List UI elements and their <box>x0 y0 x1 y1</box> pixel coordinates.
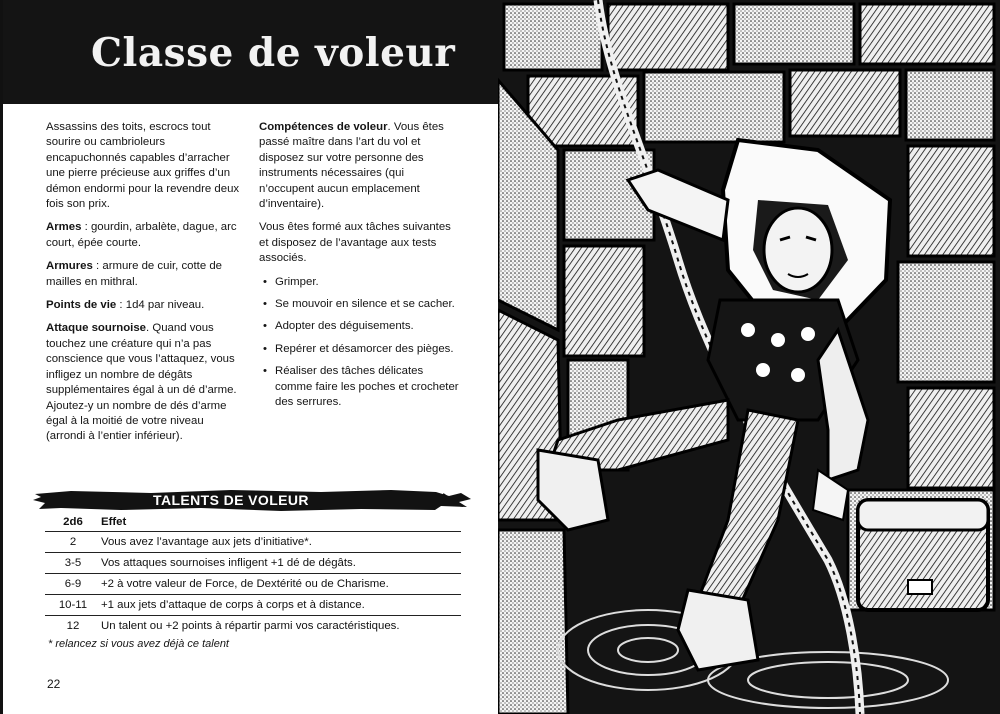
effect-cell: +1 aux jets d’attaque de corps à corps et à distance. <box>101 595 461 616</box>
skill-text: Se mouvoir en silence et se cacher. <box>275 298 455 311</box>
talents-banner-title: TALENTS DE VOLEUR <box>153 492 309 508</box>
weapons-label: Armes <box>46 221 82 234</box>
effect-cell: +2 à votre valeur de Force, de Dextérité ou de Charisme. <box>101 574 461 595</box>
weapons-text: : gourdin, arbalète, dague, arc court, épée courte. <box>46 221 237 249</box>
table-row <box>45 553 461 574</box>
skills-text: . Vous êtes passé maître dans l’art du vol et disposez sur votre personne des instruments nécessaires (qui n’occupent aucun emplacement d’inventaire). <box>259 121 444 211</box>
armor-paragraph <box>46 259 246 290</box>
list-item <box>259 342 459 357</box>
column-header-effect: Effet <box>101 516 127 528</box>
bullet: • <box>263 342 267 355</box>
training-paragraph: Vous êtes formé aux tâches suivantes et disposez de l’avantage aux tests associés. <box>259 221 451 265</box>
talents-table <box>45 513 461 636</box>
sneak-attack-paragraph <box>46 321 246 444</box>
bullet: • <box>263 298 267 311</box>
hit-points-label: Points de vie <box>46 299 117 312</box>
roll-cell: 6-9 <box>45 574 101 595</box>
table-row <box>45 616 461 637</box>
bullet: • <box>263 275 267 288</box>
treasure-chest <box>858 500 988 610</box>
effect-cell: Vous avez l’avantage aux jets d’initiative*. <box>101 532 461 553</box>
weapons-paragraph <box>46 220 246 251</box>
skills-paragraph <box>259 120 459 212</box>
skills-label: Compétences de voleur <box>259 121 388 133</box>
armor-text: : armure de cuir, cotte de mailles en mithral. <box>46 260 223 288</box>
roll-cell: 12 <box>45 616 101 637</box>
sneak-attack-text: . Quand vous touchez une créature qui n’a pas conscience que vous l’attaquez, vous infligez un nombre de dégâts supplémentaires égal à un dé d’arme. Ajoutez-y un nombre de dés d’arme égal à la moitié de votre niveau (arrondi à l’entier inférieur). <box>46 322 237 443</box>
list-item <box>259 297 459 312</box>
table-row <box>45 595 461 616</box>
effect-cell: Un talent ou +2 points à répartir parmi vos caractéristiques. <box>101 616 461 637</box>
roll-cell: 10-11 <box>45 595 101 616</box>
talents-banner <box>31 488 477 512</box>
page-number: 22 <box>47 677 61 691</box>
table-row <box>45 532 461 553</box>
table-row <box>45 574 461 595</box>
skill-text: Grimper. <box>275 275 319 288</box>
armor-label: Armures <box>46 260 93 273</box>
column-left <box>46 120 246 453</box>
intro-paragraph: Assassins des toits, escrocs tout sourire ou cambrioleurs encapuchonnés capables d’arracher une pierre précieuse aux griffes d’un démon endormi pour la revendre deux fois son prix. <box>46 121 240 211</box>
column-right <box>259 120 459 418</box>
title-bar <box>3 0 498 104</box>
hit-points-text: : 1d4 par niveau. <box>116 299 205 312</box>
list-item <box>259 275 459 290</box>
bullet: • <box>263 320 267 333</box>
skills-list <box>259 275 459 411</box>
skill-text: Réaliser des tâches délicates comme faire les poches et crocheter des serrures. <box>275 365 459 409</box>
talents-footnote: * relancez si vous avez déjà ce talent <box>48 638 229 650</box>
thief-climbing-rope-illustration <box>498 0 1000 714</box>
skill-text: Repérer et désamorcer des pièges. <box>275 342 454 355</box>
left-page <box>0 0 498 714</box>
roll-cell: 2 <box>45 532 101 553</box>
sneak-attack-label: Attaque sournoise <box>46 322 146 335</box>
list-item <box>259 364 459 410</box>
hit-points-paragraph <box>46 298 246 313</box>
column-header-roll: 2d6 <box>63 516 83 528</box>
list-item <box>259 319 459 334</box>
roll-cell: 3-5 <box>45 553 101 574</box>
right-page <box>498 0 1000 714</box>
bullet: • <box>263 365 267 378</box>
effect-cell: Vos attaques sournoises infligent +1 dé de dégâts. <box>101 553 461 574</box>
page-title: Classe de voleur <box>91 30 456 76</box>
skill-text: Adopter des déguisements. <box>275 320 414 333</box>
table-header-row <box>45 513 461 532</box>
